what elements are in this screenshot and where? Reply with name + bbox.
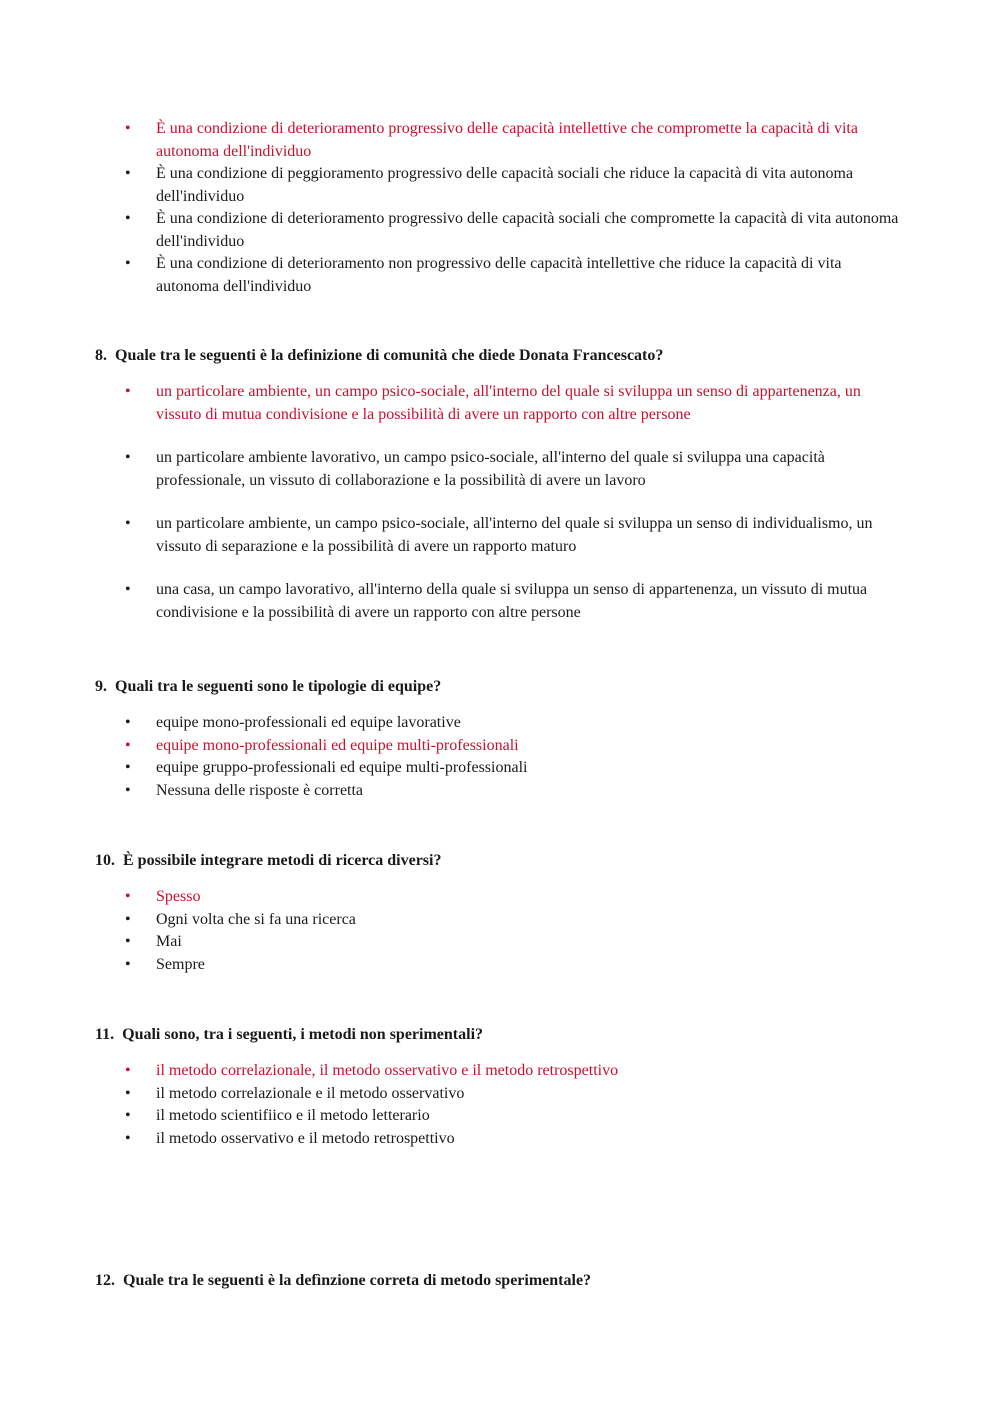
bullet-icon: • xyxy=(125,1062,131,1079)
q9-option xyxy=(125,712,905,735)
q10-text: È possibile integrare metodi di ricerca diversi? xyxy=(123,852,442,869)
q10-option xyxy=(125,909,905,932)
q10-option-3-text: Mai xyxy=(156,933,182,950)
q9-option-1-text: equipe mono-professionali ed equipe lavorative xyxy=(156,714,461,731)
q7-option xyxy=(125,163,905,208)
q12-heading xyxy=(95,1270,915,1292)
q9-option-3-text: equipe gruppo-professionali ed equipe multi-professionali xyxy=(156,759,528,776)
bullet-icon: • xyxy=(125,759,131,776)
q8-number: 8. xyxy=(95,347,107,364)
q9-option-correct xyxy=(125,735,905,758)
bullet-icon: • xyxy=(125,910,131,928)
bullet-icon: • xyxy=(125,933,131,950)
q8-text: Quale tra le seguenti è la definizione di comunità che diede Donata Francescato? xyxy=(115,347,664,364)
q11-option-4-text: il metodo osservativo e il metodo retrospettivo xyxy=(156,1129,455,1147)
bullet-icon: • xyxy=(125,383,131,400)
bullet-icon: • xyxy=(125,449,131,466)
q11-option-correct xyxy=(125,1060,905,1083)
q7-option-2-text: È una condizione di peggioramento progressivo delle capacità sociali che riduce la capacità di vita autonoma dell'individuo xyxy=(156,165,854,205)
q11-option-3-text: il metodo scientifiico e il metodo letterario xyxy=(156,1107,430,1124)
q7-options xyxy=(125,118,905,298)
q10-option xyxy=(125,954,905,977)
bullet-icon: • xyxy=(125,515,131,532)
q8-option xyxy=(125,513,905,558)
q8-option xyxy=(125,447,905,492)
q9-heading xyxy=(95,676,915,698)
q11-text: Quali sono, tra i seguenti, i metodi non sperimentali? xyxy=(122,1026,484,1043)
q10-option-4-text: Sempre xyxy=(156,955,205,973)
bullet-icon: • xyxy=(125,210,131,227)
q10-option-2-text: Ogni volta che si fa una ricerca xyxy=(156,910,356,928)
q8-option-1-text: un particolare ambiente, un campo psico-sociale, all'interno del quale si sviluppa un senso di appartenenza, un vissuto di mutua condivisione e la possibilità di avere un rapporto con altre persone xyxy=(156,383,861,423)
q10-number: 10. xyxy=(95,852,115,869)
q10-option-1-text: Spesso xyxy=(156,888,201,905)
q9-option-2-text: equipe mono-professionali ed equipe multi-professionali xyxy=(156,736,519,754)
q11-heading xyxy=(95,1024,915,1046)
bullet-icon: • xyxy=(125,165,131,182)
bullet-icon: • xyxy=(125,1084,131,1102)
q10-heading xyxy=(95,850,915,872)
q9-option xyxy=(125,757,905,780)
bullet-icon: • xyxy=(125,781,131,799)
q11-option-2-text: il metodo correlazionale e il metodo osservativo xyxy=(156,1084,465,1102)
q11-option-1-text: il metodo correlazionale, il metodo osservativo e il metodo retrospettivo xyxy=(156,1062,619,1079)
q8-option-2-text: un particolare ambiente lavorativo, un campo psico-sociale, all'interno del quale si sviluppa una capacità professionale, un vissuto di collaborazione e la possibilità di avere un lavoro xyxy=(156,449,825,489)
q11-option xyxy=(125,1128,905,1151)
q12-number: 12. xyxy=(95,1272,115,1289)
q8-heading xyxy=(95,345,915,367)
q7-option xyxy=(125,253,905,298)
q8-option xyxy=(125,579,905,624)
q11-number: 11. xyxy=(95,1026,115,1043)
q10-option-correct xyxy=(125,886,905,909)
q9-options xyxy=(125,712,905,802)
bullet-icon: • xyxy=(125,888,131,905)
q8-options xyxy=(125,381,905,624)
q7-option xyxy=(125,208,905,253)
q11-option xyxy=(125,1083,905,1106)
q9-option xyxy=(125,780,905,803)
q10-options xyxy=(125,886,905,976)
bullet-icon: • xyxy=(125,1107,131,1124)
q7-option-3-text: È una condizione di deterioramento progressivo delle capacità sociali che compromette la capacità di vita autonoma dell'individuo xyxy=(156,210,899,250)
q8-option-3-text: un particolare ambiente, un campo psico-sociale, all'interno del quale si sviluppa un senso di individualismo, un vissuto di separazione e la possibilità di avere un rapporto maturo xyxy=(156,515,873,555)
q9-number: 9. xyxy=(95,678,107,695)
q11-options xyxy=(125,1060,905,1150)
q9-option-4-text: Nessuna delle risposte è corretta xyxy=(156,781,364,799)
q9-text: Quali tra le seguenti sono le tipologie di equipe? xyxy=(115,678,442,695)
q12-text: Quale tra le seguenti è la defìnzione correta di metodo sperimentale? xyxy=(123,1272,592,1289)
q8-option-correct xyxy=(125,381,905,426)
q10-option xyxy=(125,931,905,954)
bullet-icon: • xyxy=(125,736,131,754)
q7-option-4-text: È una condizione di deterioramento non progressivo delle capacità intellettive che riduce la capacità di vita autonoma dell'individuo xyxy=(156,255,842,295)
q8-option-4-text: una casa, un campo lavorativo, all'interno della quale si sviluppa un senso di appartenenza, un vissuto di mutua condivisione e la possibilità di avere un rapporto con altre persone xyxy=(156,581,868,621)
q7-option-correct xyxy=(125,118,905,163)
bullet-icon: • xyxy=(125,955,131,973)
bullet-icon: • xyxy=(125,581,131,598)
bullet-icon: • xyxy=(125,120,131,137)
bullet-icon: • xyxy=(125,1129,131,1147)
bullet-icon: • xyxy=(125,255,131,272)
q11-option xyxy=(125,1105,905,1128)
bullet-icon: • xyxy=(125,714,131,731)
q7-option-1-text: È una condizione di deterioramento progressivo delle capacità intellettive che compromette la capacità di vita autonoma dell'individuo xyxy=(156,120,858,160)
